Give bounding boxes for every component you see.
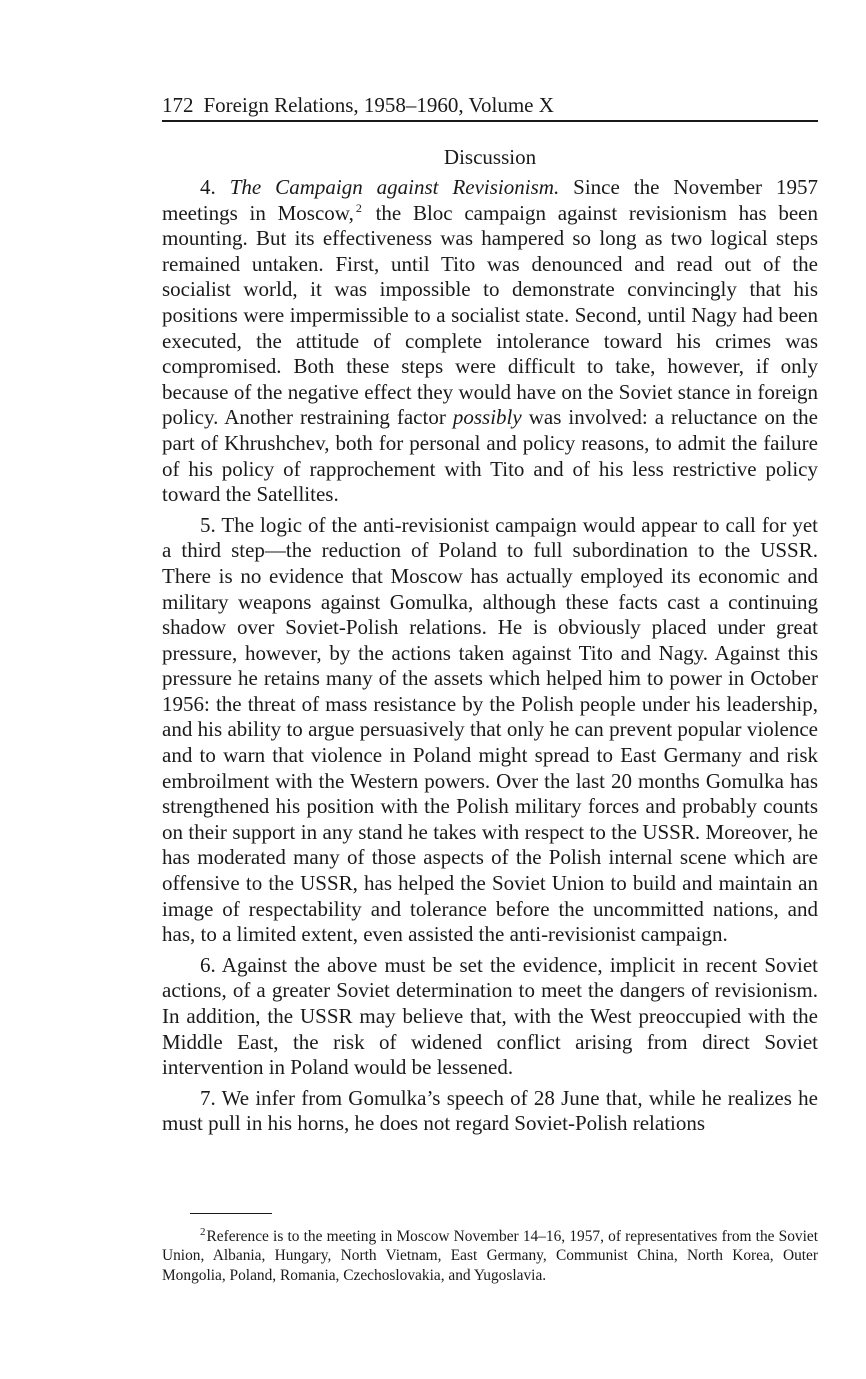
- paragraph-4-tail: was involved: a reluctance on the part of Khrushchev, both for personal and policy reasons, to admit the failure of his policy of rapprochement with Tito and of his less restrictive policy toward the Satellites.: [162, 405, 818, 507]
- footnote-reference[interactable]: 2: [355, 200, 362, 215]
- body-text: [162, 175, 818, 1142]
- paragraph-4-number: 4.: [200, 175, 216, 199]
- paragraph-7-body: We infer from Gomulka’s speech of 28 June that, while he realizes he must pull in his horns, he does not regard Soviet-Polish relations: [162, 1085, 818, 1136]
- footnote: [162, 1227, 818, 1285]
- footnote-rule: [190, 1213, 272, 1214]
- section-heading: Discussion: [443, 145, 537, 169]
- footnote-marker: 2: [200, 1226, 206, 1238]
- header-rule: [162, 120, 818, 122]
- paragraph-7: [162, 1086, 818, 1137]
- running-head: [162, 92, 818, 118]
- paragraph-5-number: 5.: [200, 512, 216, 537]
- paragraph-4-lead: Since the November 1957 meetings in Moscow,: [162, 175, 819, 225]
- paragraph-6-number: 6.: [200, 952, 216, 977]
- paragraph-4-title: The Campaign against Revisionism.: [229, 175, 560, 199]
- paragraph-5: [162, 513, 818, 948]
- paragraph-7-number: 7.: [200, 1085, 216, 1110]
- paragraph-6-body: Against the above must be set the evidence, implicit in recent Soviet actions, of a greater Soviet determination to meet the dangers of revisionism. In addition, the USSR may believe that, with the West preoccupied with the Middle East, the risk of widened conflict arising from direct Soviet intervention in Poland would be lessened.: [162, 952, 819, 1080]
- paragraph-4-emphasis: possibly: [452, 405, 522, 430]
- paragraph-6: [162, 953, 818, 1081]
- page-number: 172: [162, 93, 194, 117]
- paragraph-4: [162, 175, 818, 508]
- running-title: Foreign Relations, 1958–1960, Volume X: [203, 93, 554, 117]
- paragraph-4-body: the Bloc campaign against revisionism has been mounting. But its effectiveness was hampered so long as two logical steps remained untaken. First, until Tito was denounced and read out of the socialist world, it was impossible to demonstrate convincingly that his positions were impermissible to a socialist state. Second, until Nagy had been executed, the attitude of complete intolerance toward his crimes was compromised. Both these steps were difficult to take, however, if only because of the negative effect they would have on the Soviet stance in foreign policy. Another restraining factor: [162, 200, 818, 430]
- paragraph-5-body: The logic of the anti-revisionist campaign would appear to call for yet a third step—the reduction of Poland to full subordination to the USSR. There is no evidence that Moscow has actually employed its economic and military weapons against Gomulka, although these facts cast a continuing shadow over Soviet-Polish relations. He is obviously placed under great pressure, however, by the actions taken against Tito and Nagy. Against this pressure he retains many of the assets which helped him to power in October 1956: the threat of mass resistance by the Polish people under his leadership, and his ability to argue persuasively that only he can prevent popular violence and to warn that violence in Poland might spread to East Germany and risk embroilment with the Western powers. Over the last 20 months Gomulka has strengthened his position with the Polish military forces and probably counts on their support in any stand he takes with respect to the USSR. Moreover, he has moderated many of those aspects of the Polish internal scene which are offensive to the USSR, has helped the Soviet Union to build and maintain an image of respectability and tolerance before the uncommitted nations, and has, to a limited extent, even assisted the anti-revisionist campaign.: [162, 512, 819, 947]
- footnote-text: Reference is to the meeting in Moscow November 14–16, 1957, of representatives from the Soviet Union, Albania, Hungary, North Vietnam, East Germany, Communist China, North Korea, Outer Mongolia, Poland, Romania, Czechoslovakia, and Yugoslavia.: [162, 1228, 818, 1284]
